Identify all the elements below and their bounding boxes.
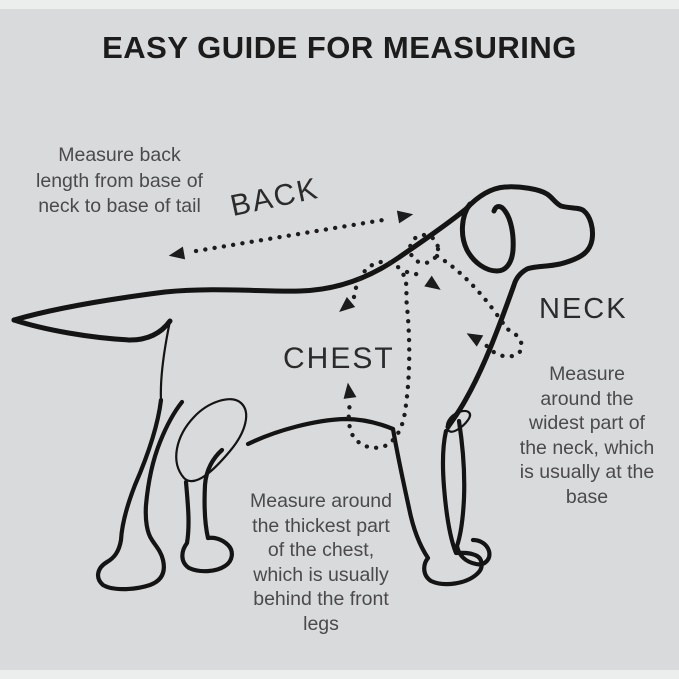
back-instruction — [12, 143, 227, 220]
back-arrow-right-icon — [397, 208, 415, 223]
dog-far-front-leg — [457, 421, 489, 564]
chest-arrow-top-left-icon — [335, 297, 355, 317]
neck-instruction-line: is usually at the — [519, 461, 655, 484]
chest-instruction-line: legs — [303, 612, 339, 635]
chest-arrow-bottom-icon — [341, 382, 356, 399]
dog-tail-underside — [14, 320, 170, 340]
label-neck: NECK — [539, 293, 628, 325]
label-chest: CHEST — [283, 342, 395, 375]
dog-thigh-back-line — [161, 321, 170, 400]
back-measure-line — [196, 219, 389, 251]
chest-arrow-top-right-icon — [424, 276, 444, 296]
chest-instruction-line: of the chest, — [267, 539, 375, 562]
neck-instruction-line: around the — [540, 387, 634, 410]
dog-ear — [462, 204, 513, 271]
neck-instruction-line: base — [565, 485, 609, 508]
chest-instruction-line: behind the front — [253, 588, 389, 611]
chest-instruction-line: which is usually — [253, 563, 389, 586]
chest-instruction — [226, 489, 416, 637]
label-back: BACK — [227, 172, 323, 223]
neck-instruction — [494, 362, 679, 510]
dog-far-thigh-loop — [176, 399, 246, 481]
neck-arrow-icon — [463, 328, 483, 347]
neck-instruction-line: the neck, which — [519, 436, 655, 459]
chest-measure-side-tick — [407, 272, 421, 277]
chest-instruction-line: Measure around — [249, 490, 392, 512]
chest-instruction-line: the thickest part — [252, 514, 390, 537]
back-instruction-line: Measure back — [58, 144, 181, 166]
back-instruction-line: neck to base of tail — [38, 195, 201, 217]
dog-far-hind-leg — [182, 450, 231, 571]
back-instruction-line: length from base of — [36, 169, 203, 192]
page-title: EASY GUIDE FOR MEASURING — [102, 30, 577, 65]
measurement-lines — [196, 219, 522, 448]
neck-instruction-line: widest part of — [529, 412, 645, 435]
back-arrow-left-icon — [168, 247, 186, 262]
dog-near-hind-leg — [98, 400, 182, 589]
neck-instruction-line: Measure — [549, 363, 625, 385]
dog-belly-line — [248, 419, 393, 444]
